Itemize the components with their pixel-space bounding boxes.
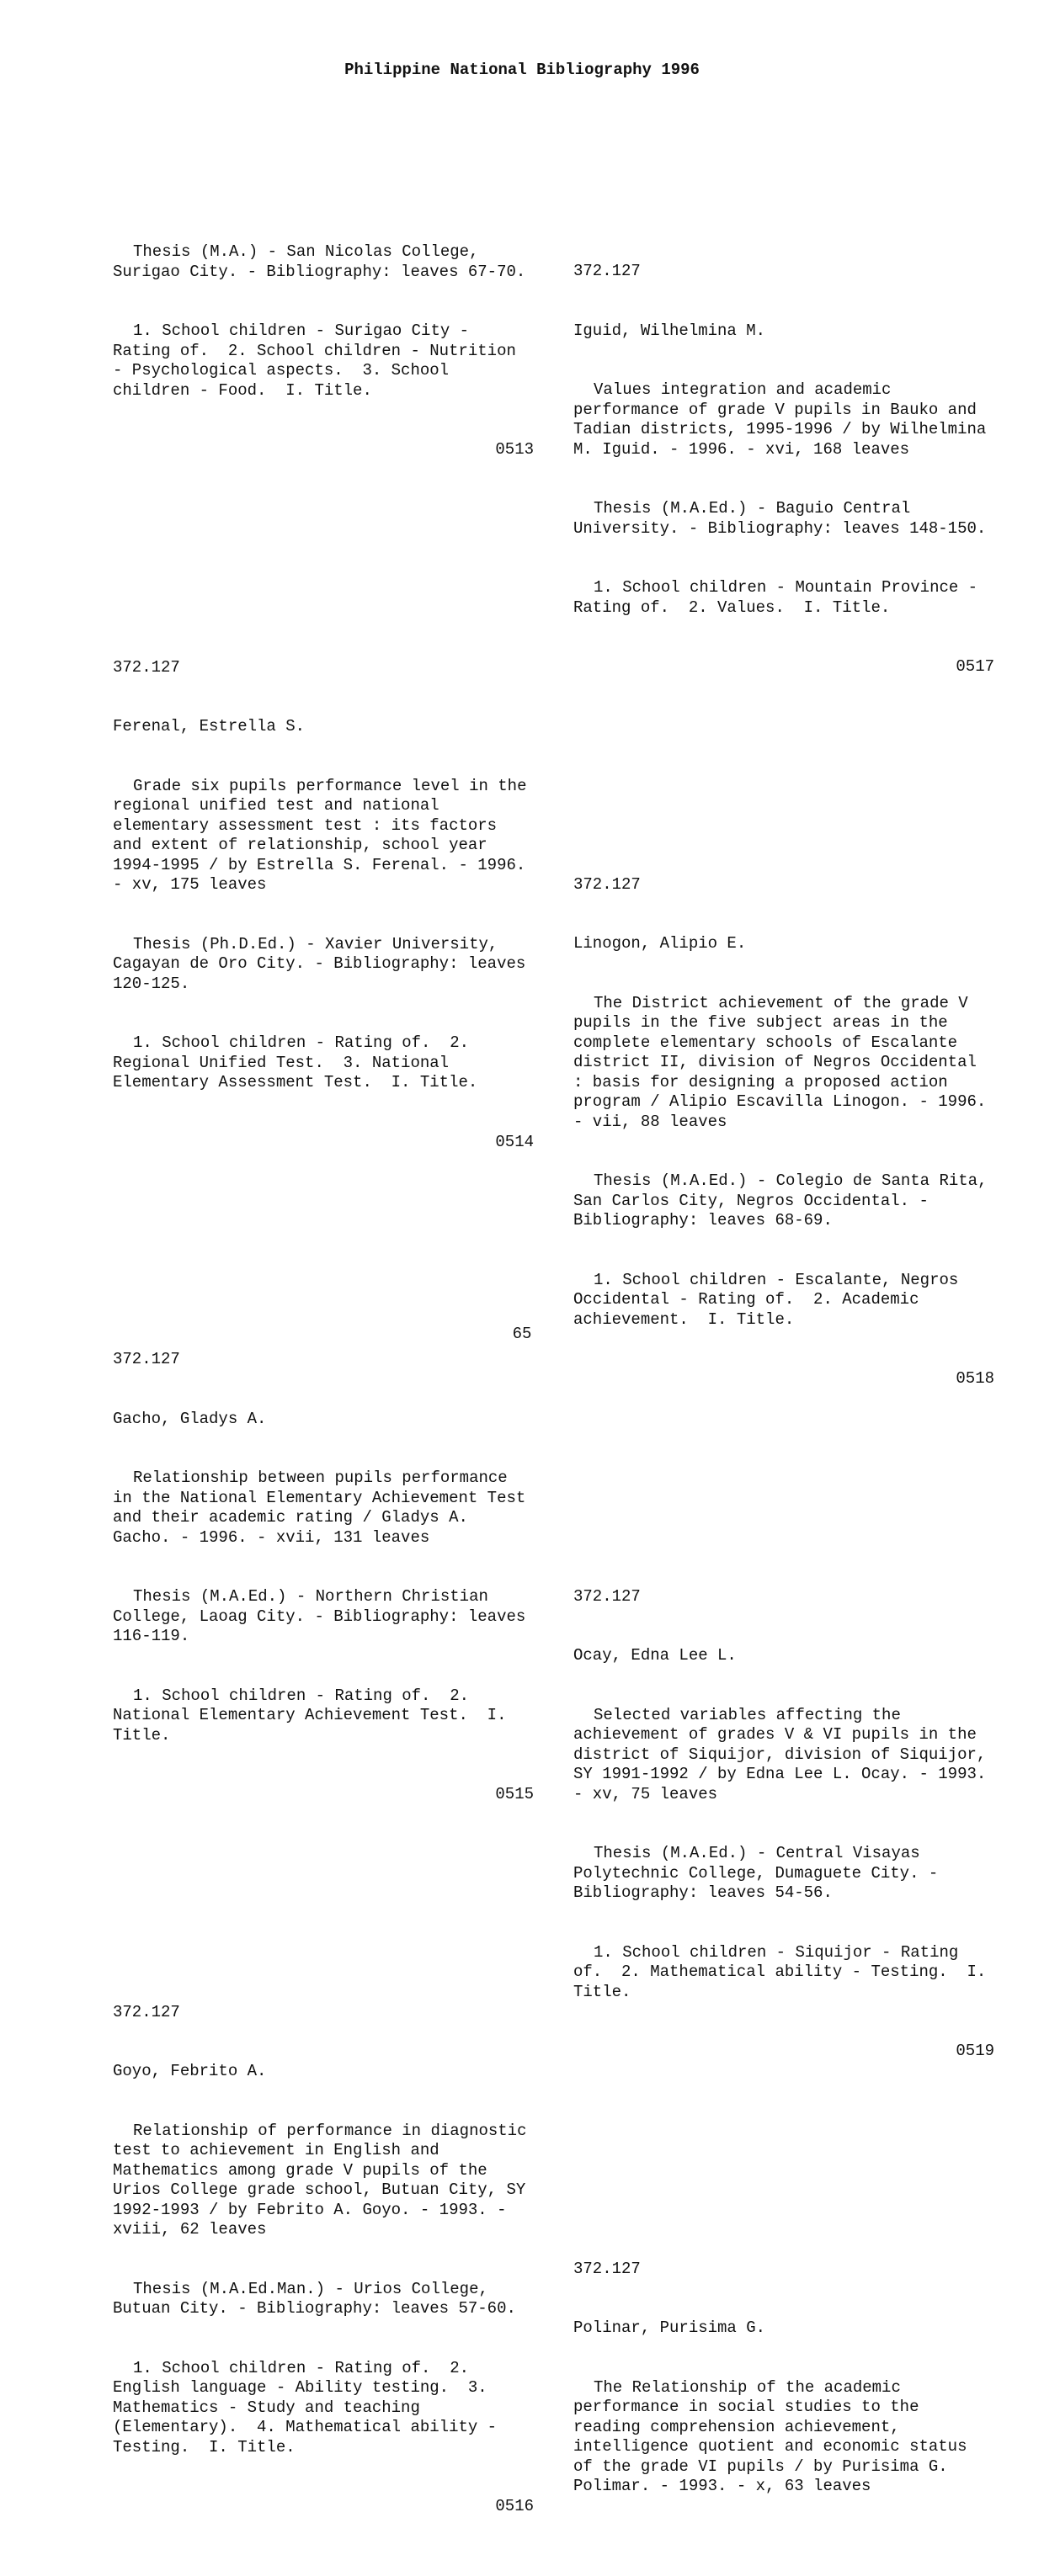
- entry-note: Thesis (M.A.Ed.) - Northern Christian College, Laoag City. - Bibliography: leaves 116-119.: [113, 1587, 535, 1645]
- entry-title: Grade six pupils performance level in the regional unified test and national elementary assessment test : its factors and extent of relationship, school year 1994-1995 / by Estrella S. Ferenal. - 1996. - xv, 175 leaves: [113, 776, 536, 894]
- entry-note: Thesis (Ph.D.Ed.) - Xavier University, Cagayan de Oro City. - Bibliography: leaves 120-125.: [113, 934, 535, 993]
- entry-number: 0518: [956, 1369, 994, 1388]
- entry-number: 0514: [495, 1132, 534, 1151]
- bibliography-entry: [113, 1963, 534, 2557]
- bibliography-entry: [113, 1310, 534, 1845]
- entry-subjects: 1. School children - Escalante, Negros Occidental - Rating of. 2. Academic achievement. I. Title.: [573, 1270, 968, 1329]
- entry-number: 0516: [495, 2497, 534, 2515]
- entry-note: Thesis (M.A.Ed.) - Colegio de Santa Rita, San Carlos City, Negros Occidental. - Bibliography: leaves 68-69.: [573, 1171, 997, 1230]
- entry-title: Relationship between pupils performance in the National Elementary Achievement Test and their academic rating / Gladys A. Gacho. - 1996. - xvii, 131 leaves: [113, 1469, 535, 1547]
- entry-title: The Relationship of the academic performance in social studies to the reading comprehension achievement, intelligence quotient and economic status of the grade VI pupils / by Purisima G. Polimar. - 1993. - x, 63 leaves: [573, 2377, 977, 2495]
- entry-title: Relationship of performance in diagnostic test to achievement in English and Mathematics among grade V pupils of the Urios College grade school, Butuan City, SY 1992-1993 / by Febrito A. Goyo. - 1993. - xviii, 62 leaves: [113, 2121, 536, 2239]
- entry-subjects: 1. School children - Rating of. 2. National Elementary Achievement Test. I. Title.: [113, 1686, 516, 1745]
- entry-author: Polinar, Purisima G.: [573, 2318, 766, 2337]
- entry-number: 0517: [956, 657, 994, 676]
- bibliography-entry: [113, 619, 534, 1192]
- entry-classification: 372.127: [113, 657, 180, 677]
- entry-note: Thesis (M.A.) - San Nicolas College, Surigao City. - Bibliography: leaves 67-70.: [113, 242, 526, 281]
- entry-classification: 372.127: [573, 1586, 641, 1606]
- entry-number: 0519: [956, 2042, 994, 2060]
- entry-note: Thesis (M.A.Ed.Man.) - Urios College, Butuan City. - Bibliography: leaves 57-60.: [113, 2279, 516, 2318]
- entry-classification: 372.127: [573, 2259, 641, 2278]
- page-title: Philippine National Bibliography 1996: [344, 61, 700, 79]
- entry-classification: 372.127: [573, 262, 641, 280]
- entry-author: Iguid, Wilhelmina M.: [573, 321, 766, 340]
- entry-number: 0515: [495, 1785, 534, 1803]
- entry-author: Linogon, Alipio E.: [573, 934, 747, 953]
- bibliography-entry: [573, 2220, 994, 2536]
- entry-subjects: 1. School children - Rating of. 2. English language - Ability testing. 3. Mathematics - Study and teaching (Elementary). 4. Mathematical ability - Testing. I. Title.: [113, 2358, 507, 2456]
- left-column: [113, 163, 534, 2576]
- entry-subjects: 1. School children - Siquijor - Rating of. 2. Mathematical ability - Testing. I. Title.: [573, 1942, 996, 2001]
- entry-author: Goyo, Febrito A.: [113, 2062, 267, 2080]
- page-number: 65: [512, 1325, 532, 1343]
- entry-note: Thesis (M.A.Ed.) - Central Visayas Polytechnic College, Dumaguete City. - Bibliography: leaves 54-56.: [573, 1844, 948, 1902]
- entry-subjects: 1. School children - Mountain Province - Rating of. 2. Values. I. Title.: [573, 578, 988, 617]
- entry-author: Gacho, Gladys A.: [113, 1409, 267, 1428]
- entry-classification: 372.127: [113, 1350, 180, 1368]
- entry-author: Ocay, Edna Lee L.: [573, 1646, 737, 1665]
- bibliography-entry: [573, 1548, 994, 2101]
- entry-classification: 372.127: [113, 2002, 180, 2021]
- entry-title: Selected variables affecting the achievement of grades V & VI pupils in the district of Siquijor, division of Siquijor, SY 1991-1992 / by Edna Lee L. Ocay. - 1993. - xv, 75 leaves: [573, 1705, 996, 1803]
- entry-title: The District achievement of the grade V pupils in the five subject areas in the complete elementary schools of Escalante district II, division of Negros Occidental : basis for designing a proposed action program / Alipio Escavilla Linogon. - 1996. - vii, 88 leaves: [573, 993, 996, 1131]
- bibliography-entry: [573, 222, 994, 717]
- entry-note: Thesis (M.A.Ed.) - Baguio Central University. - Bibliography: leaves 148-150.: [573, 499, 987, 538]
- entry-subjects: 1. School children - Surigao City - Rating of. 2. School children - Nutrition - Psychological aspects. 3. School children - Food. I. Title.: [113, 321, 526, 400]
- entry-title: Values integration and academic performance of grade V pupils in Bauko and Tadian districts, 1995-1996 / by Wilhelmina M. Iguid. - 1996. - xvi, 168 leaves: [573, 380, 996, 459]
- entry-author: Ferenal, Estrella S.: [113, 717, 306, 736]
- bibliography-entry: [113, 203, 534, 500]
- right-column: [573, 183, 997, 2556]
- entry-classification: 372.127: [573, 874, 641, 894]
- entry-subjects: 1. School children - Rating of. 2. Regional Unified Test. 3. National Elementary Assessment Test. I. Title.: [113, 1033, 479, 1091]
- entry-number: 0513: [495, 440, 534, 459]
